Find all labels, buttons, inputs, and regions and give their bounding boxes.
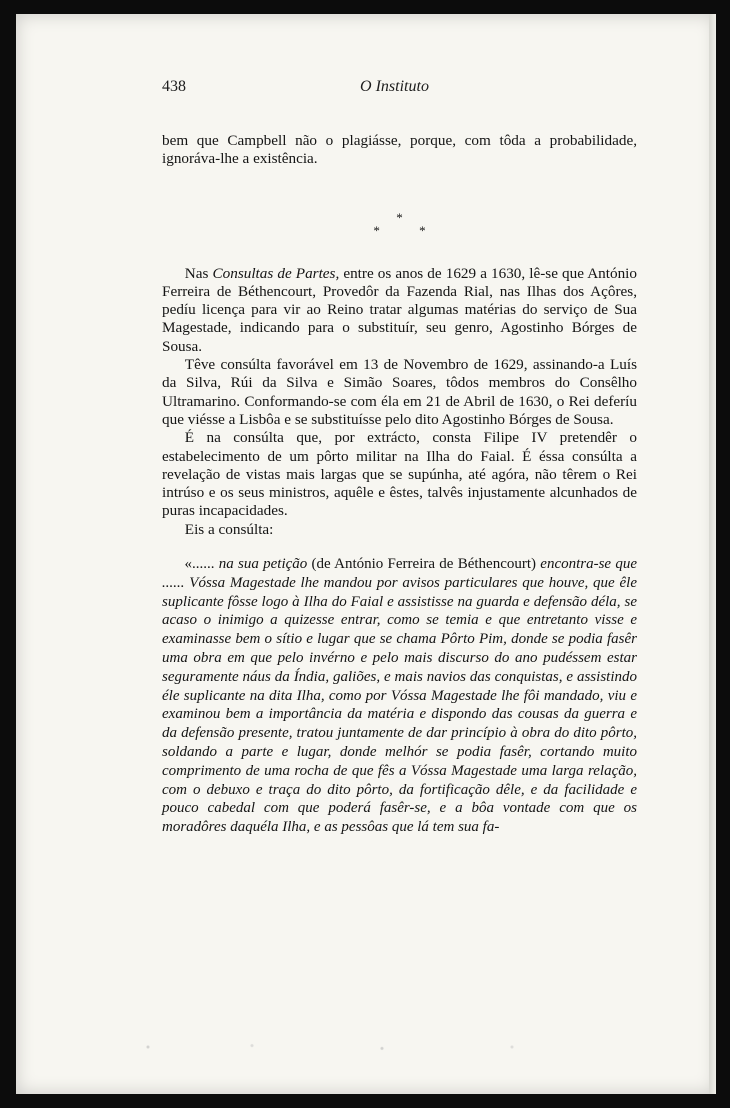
para1-rest: entre os anos de 1629 a 1630, lê-se que António Ferreira de Béthencourt, Provedôr da Fazenda Rial, nas Ilhas dos Açôres, pedíu licença para vir ao Reino tratar algumas matérias do serviço de Sua Magestade, indicando para o substituír, seu genro, Agostinho Bórges de Sousa. (162, 264, 637, 355)
page-header (162, 78, 627, 102)
quote-italic-1: na sua petição (218, 556, 308, 573)
quotation-paragraph (162, 555, 637, 837)
asterism-top: * (396, 209, 421, 225)
section-asterism (162, 211, 637, 237)
page-edge (709, 14, 716, 1094)
quote-lead: «...... (184, 556, 219, 573)
body-text (162, 132, 637, 837)
quote-normal-1: (de António Ferreira de Béthencourt) (307, 556, 541, 573)
consulta-quotation (162, 555, 637, 837)
running-title: O Instituto (360, 78, 429, 95)
paper-specks (96, 1040, 616, 1054)
quote-italic-2: encontra-se que ...... Vóssa Magestade lhe mandou por avisos particulares que houve, que êle suplicante fôsse logo à Ilha do Faial e assistisse na guarda e defensão déla, se acaso o inimigo a quizesse entrar, como se temia e que entretanto visse e examinasse bem o sítio e lugar que se chama Pôrto Pim, donde se podia fasêr uma obra em que pelo invérno e pelo mais discurso do ano pudéssem estar seguramente náus da Índia, galiões, e mais navios das conquistas, e assistindo éle suplicante na dita Ilha, como por Vóssa Magestade lhe fôi mandado, viu e examinou bem a importância da matéria e dispondo das cousas da guerra e da defensão presente, tratou juntamente de dar princípio à obra do dito pôrto, soldando a parte e lugar, donde melhór se podia fasêr, cortando muito comprimento de uma rocha de que fês a Vóssa Magestade uma larga relação, com o debuxo e traça do dito pôrto, da fortificação dêle, e da facilidade e pouco cabedal com que poderá fasêr-se, e a bôa vontade com que os moradôres daquéla Ilha, e as pessôas que lá tem sua fa- (162, 556, 638, 836)
para1-italic-title: Consultas de Partes, (212, 264, 340, 282)
page-number: 438 (162, 78, 186, 95)
paragraph-consulta-favoravel: Têve consúlta favorável em 13 de Novembro de 1629, assinando-a Luís da Silva, Rúi da Silva e Simão Soares, tôdos membros do Consêlho Ultramarino. Conformando-se com éla em 21 de Abril de 1630, o Rei deferíu que viésse a Lisbôa e se substituísse pelo dito Agostinho Bórges de Sousa. (162, 356, 637, 428)
book-page (16, 14, 716, 1094)
paragraph-eis-a-consulta: Eis a consúlta: (184, 520, 274, 538)
para1-start: Nas (184, 264, 213, 282)
paragraph-porto-militar: É na consúlta que, por extrácto, consta Filipe IV pretendêr o estabelecimento de um pôrto militar na Ilha do Faial. É éssa consúlta a revelação de vistas mais largas que se supúnha, até agóra, não têrem o Rei intrúso e os seus ministros, aquêle e êstes, talvês injustamente alcunhados de puras incapacidades. (162, 429, 637, 520)
paragraph-consultas (162, 265, 637, 356)
opening-paragraph: bem que Campbell não o plagiásse, porque, com tôda a probabilidade, ignoráva-lhe a existência. (162, 132, 637, 168)
asterism-bottom: * * (373, 222, 444, 238)
